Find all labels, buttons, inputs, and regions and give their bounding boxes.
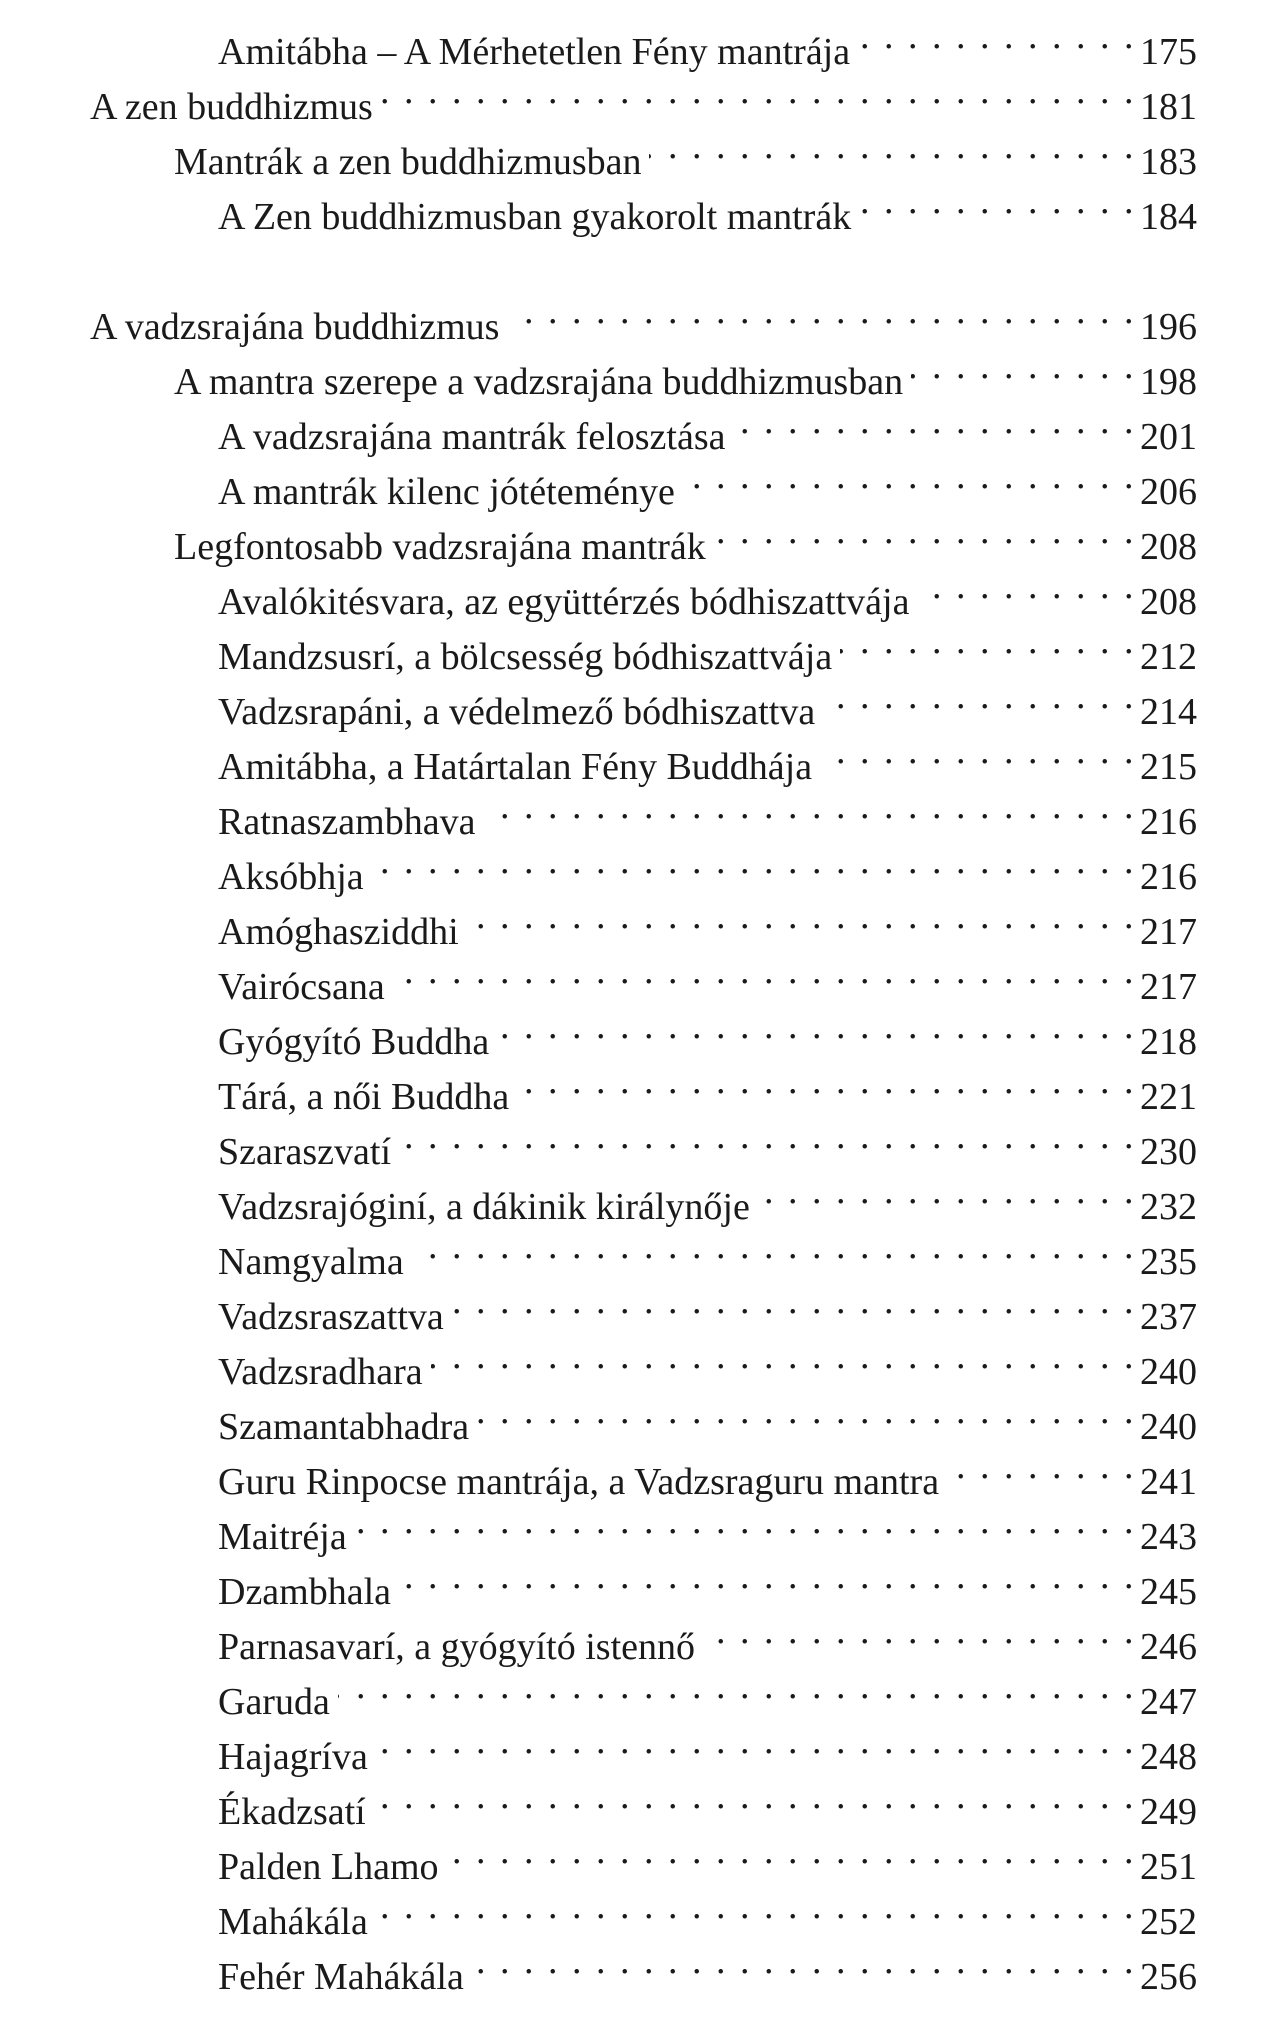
toc-entry-title: Vadzsraszattva [218,1296,444,1338]
toc-entry-page-number: 240 [1140,1351,1197,1393]
toc-entry [0,1494,1271,1558]
dot-leader [859,174,1136,229]
dot-leader [758,1164,1136,1219]
toc-entry-page-number: 217 [1140,911,1197,953]
dot-leader [858,9,1136,64]
toc-entry-title: Hajagríva [218,1736,368,1778]
dot-leader [472,1934,1136,1989]
toc-entry [0,1384,1271,1448]
dot-leader [393,944,1136,999]
toc-entry-title: A mantra szerepe a vadzsrajána buddhizmusban [174,361,904,403]
toc-entry [0,1439,1271,1503]
toc-entry-page-number: 175 [1140,31,1197,73]
toc-entry-page-number: 237 [1140,1296,1197,1338]
toc-entry-page-number: 248 [1140,1736,1197,1778]
toc-entry-title: Avalókitésvara, az együttérzés bódhiszattvája [218,581,910,623]
dot-leader [399,1109,1136,1164]
toc-entry-title: Tárá, a női Buddha [218,1076,510,1118]
dot-leader [714,504,1136,559]
dot-leader [447,1824,1136,1879]
toc-entry-title: A mantrák kilenc jótéteménye [218,471,675,513]
toc-entry [0,834,1271,898]
toc-entry-title: Vairócsana [218,966,385,1008]
dot-leader [820,724,1136,779]
toc-entry-title: Amóghasziddhi [218,911,459,953]
toc-entry-page-number: 256 [1140,1956,1197,1998]
toc-entry-page-number: 208 [1140,581,1197,623]
dot-leader [338,1659,1136,1714]
toc-entry-page-number: 181 [1140,86,1197,128]
toc-entry-title: Ratnaszambhava [218,801,476,843]
toc-entry-page-number: 215 [1140,746,1197,788]
toc-entry-page-number: 230 [1140,1131,1197,1173]
toc-entry-title: Szaraszvatí [218,1131,392,1173]
toc-entry-page-number: 246 [1140,1626,1197,1668]
toc-entry [0,1824,1271,1888]
toc-entry-title: A vadzsrajána mantrák felosztása [218,416,726,458]
toc-entry-title: A Zen buddhizmusban gyakorolt mantrák [218,196,852,238]
toc-entry-page-number: 221 [1140,1076,1197,1118]
toc-entry-page-number: 184 [1140,196,1197,238]
toc-entry-title: Amitábha, a Határtalan Fény Buddhája [218,746,813,788]
toc-entry-title: Ékadzsatí [218,1791,366,1833]
toc-entry-title: Legfontosabb vadzsrajána mantrák [174,526,706,568]
dot-leader [507,284,1136,339]
toc-entry-page-number: 217 [1140,966,1197,1008]
toc-entry [0,9,1271,73]
toc-entry-page-number: 208 [1140,526,1197,568]
toc-entry [0,944,1271,1008]
dot-leader [374,1769,1136,1824]
toc-entry-title: Mahákála [218,1901,368,1943]
toc-entry-page-number: 216 [1140,856,1197,898]
toc-entry-page-number: 198 [1140,361,1197,403]
dot-leader [947,1439,1136,1494]
toc-entry [0,1659,1271,1723]
toc-entry [0,1329,1271,1393]
toc-entry-page-number: 216 [1140,801,1197,843]
dot-leader [355,1494,1136,1549]
dot-leader [917,559,1136,614]
toc-entry-page-number: 243 [1140,1516,1197,1558]
dot-leader [840,614,1136,669]
toc-entry-page-number: 212 [1140,636,1197,678]
toc-entry [0,64,1271,128]
toc-entry [0,1219,1271,1283]
toc-entry [0,1604,1271,1668]
toc-entry [0,1549,1271,1613]
toc-entry [0,999,1271,1063]
toc-entry-title: A vadzsrajána buddhizmus [90,306,500,348]
toc-entry-title: Garuda [218,1681,330,1723]
dot-leader [431,1329,1136,1384]
dot-leader [483,779,1136,834]
toc-entry-title: Vadzsrapáni, a védelmező bódhiszattva [218,691,816,733]
toc-entry-title: Aksóbhja [218,856,364,898]
toc-entry-page-number: 196 [1140,306,1197,348]
toc-entry-title: Gyógyító Buddha [218,1021,490,1063]
toc-entry-title: Amitábha – A Mérhetetlen Fény mantrája [218,31,851,73]
toc-entry [0,1714,1271,1778]
toc-entry-title: Mandzsusrí, a bölcsesség bódhiszattvája [218,636,833,678]
toc-entry-page-number: 232 [1140,1186,1197,1228]
toc-entry-page-number: 252 [1140,1901,1197,1943]
dot-leader [399,1549,1136,1604]
toc-entry-page-number: 249 [1140,1791,1197,1833]
dot-leader [703,1604,1136,1659]
toc-entry-page-number: 235 [1140,1241,1197,1283]
toc-entry [0,1054,1271,1118]
toc-entry-title: Parnasavarí, a gyógyító istennő [218,1626,696,1668]
toc-entry-title: Fehér Mahákála [218,1956,464,1998]
dot-leader [467,889,1136,944]
toc-entry-page-number: 245 [1140,1571,1197,1613]
toc-entry-title: Dzambhala [218,1571,392,1613]
dot-leader [517,1054,1136,1109]
toc-entry [0,284,1271,348]
dot-leader [477,1384,1136,1439]
dot-leader [823,669,1136,724]
toc-entry-title: Namgyalma [218,1241,404,1283]
toc-entry [0,889,1271,953]
dot-leader [376,1879,1136,1934]
toc-entry-page-number: 218 [1140,1021,1197,1063]
dot-leader [372,834,1136,889]
toc-entry-title: A zen buddhizmus [90,86,373,128]
toc-entry-page-number: 241 [1140,1461,1197,1503]
toc-entry-title: Maitréja [218,1516,347,1558]
dot-leader [412,1219,1136,1274]
dot-leader [649,119,1136,174]
table-of-contents [0,9,1271,1998]
dot-leader [381,64,1136,119]
toc-entry-page-number: 201 [1140,416,1197,458]
dot-leader [683,449,1136,504]
toc-entry-page-number: 240 [1140,1406,1197,1448]
toc-entry-page-number: 214 [1140,691,1197,733]
dot-leader [734,394,1137,449]
toc-entry [0,1934,1271,1998]
toc-entry-title: Guru Rinpocse mantrája, a Vadzsraguru mantra [218,1461,940,1503]
dot-leader [911,339,1136,394]
dot-leader [452,1274,1136,1329]
toc-entry-title: Vadzsrajóginí, a dákinik királynője [218,1186,750,1228]
toc-entry [0,1109,1271,1173]
toc-entry [0,1879,1271,1943]
toc-entry-title: Szamantabhadra [218,1406,470,1448]
toc-entry-title: Vadzsradhara [218,1351,423,1393]
toc-entry [0,1274,1271,1338]
toc-entry [0,779,1271,843]
toc-entry-page-number: 183 [1140,141,1197,183]
toc-entry-title: Palden Lhamo [218,1846,439,1888]
dot-leader [376,1714,1136,1769]
toc-entry-page-number: 247 [1140,1681,1197,1723]
toc-entry [0,1164,1271,1228]
toc-entry-title: Mantrák a zen buddhizmusban [174,141,642,183]
toc-entry-page-number: 206 [1140,471,1197,513]
toc-entry-page-number: 251 [1140,1846,1197,1888]
dot-leader [497,999,1136,1054]
toc-entry [0,1769,1271,1833]
